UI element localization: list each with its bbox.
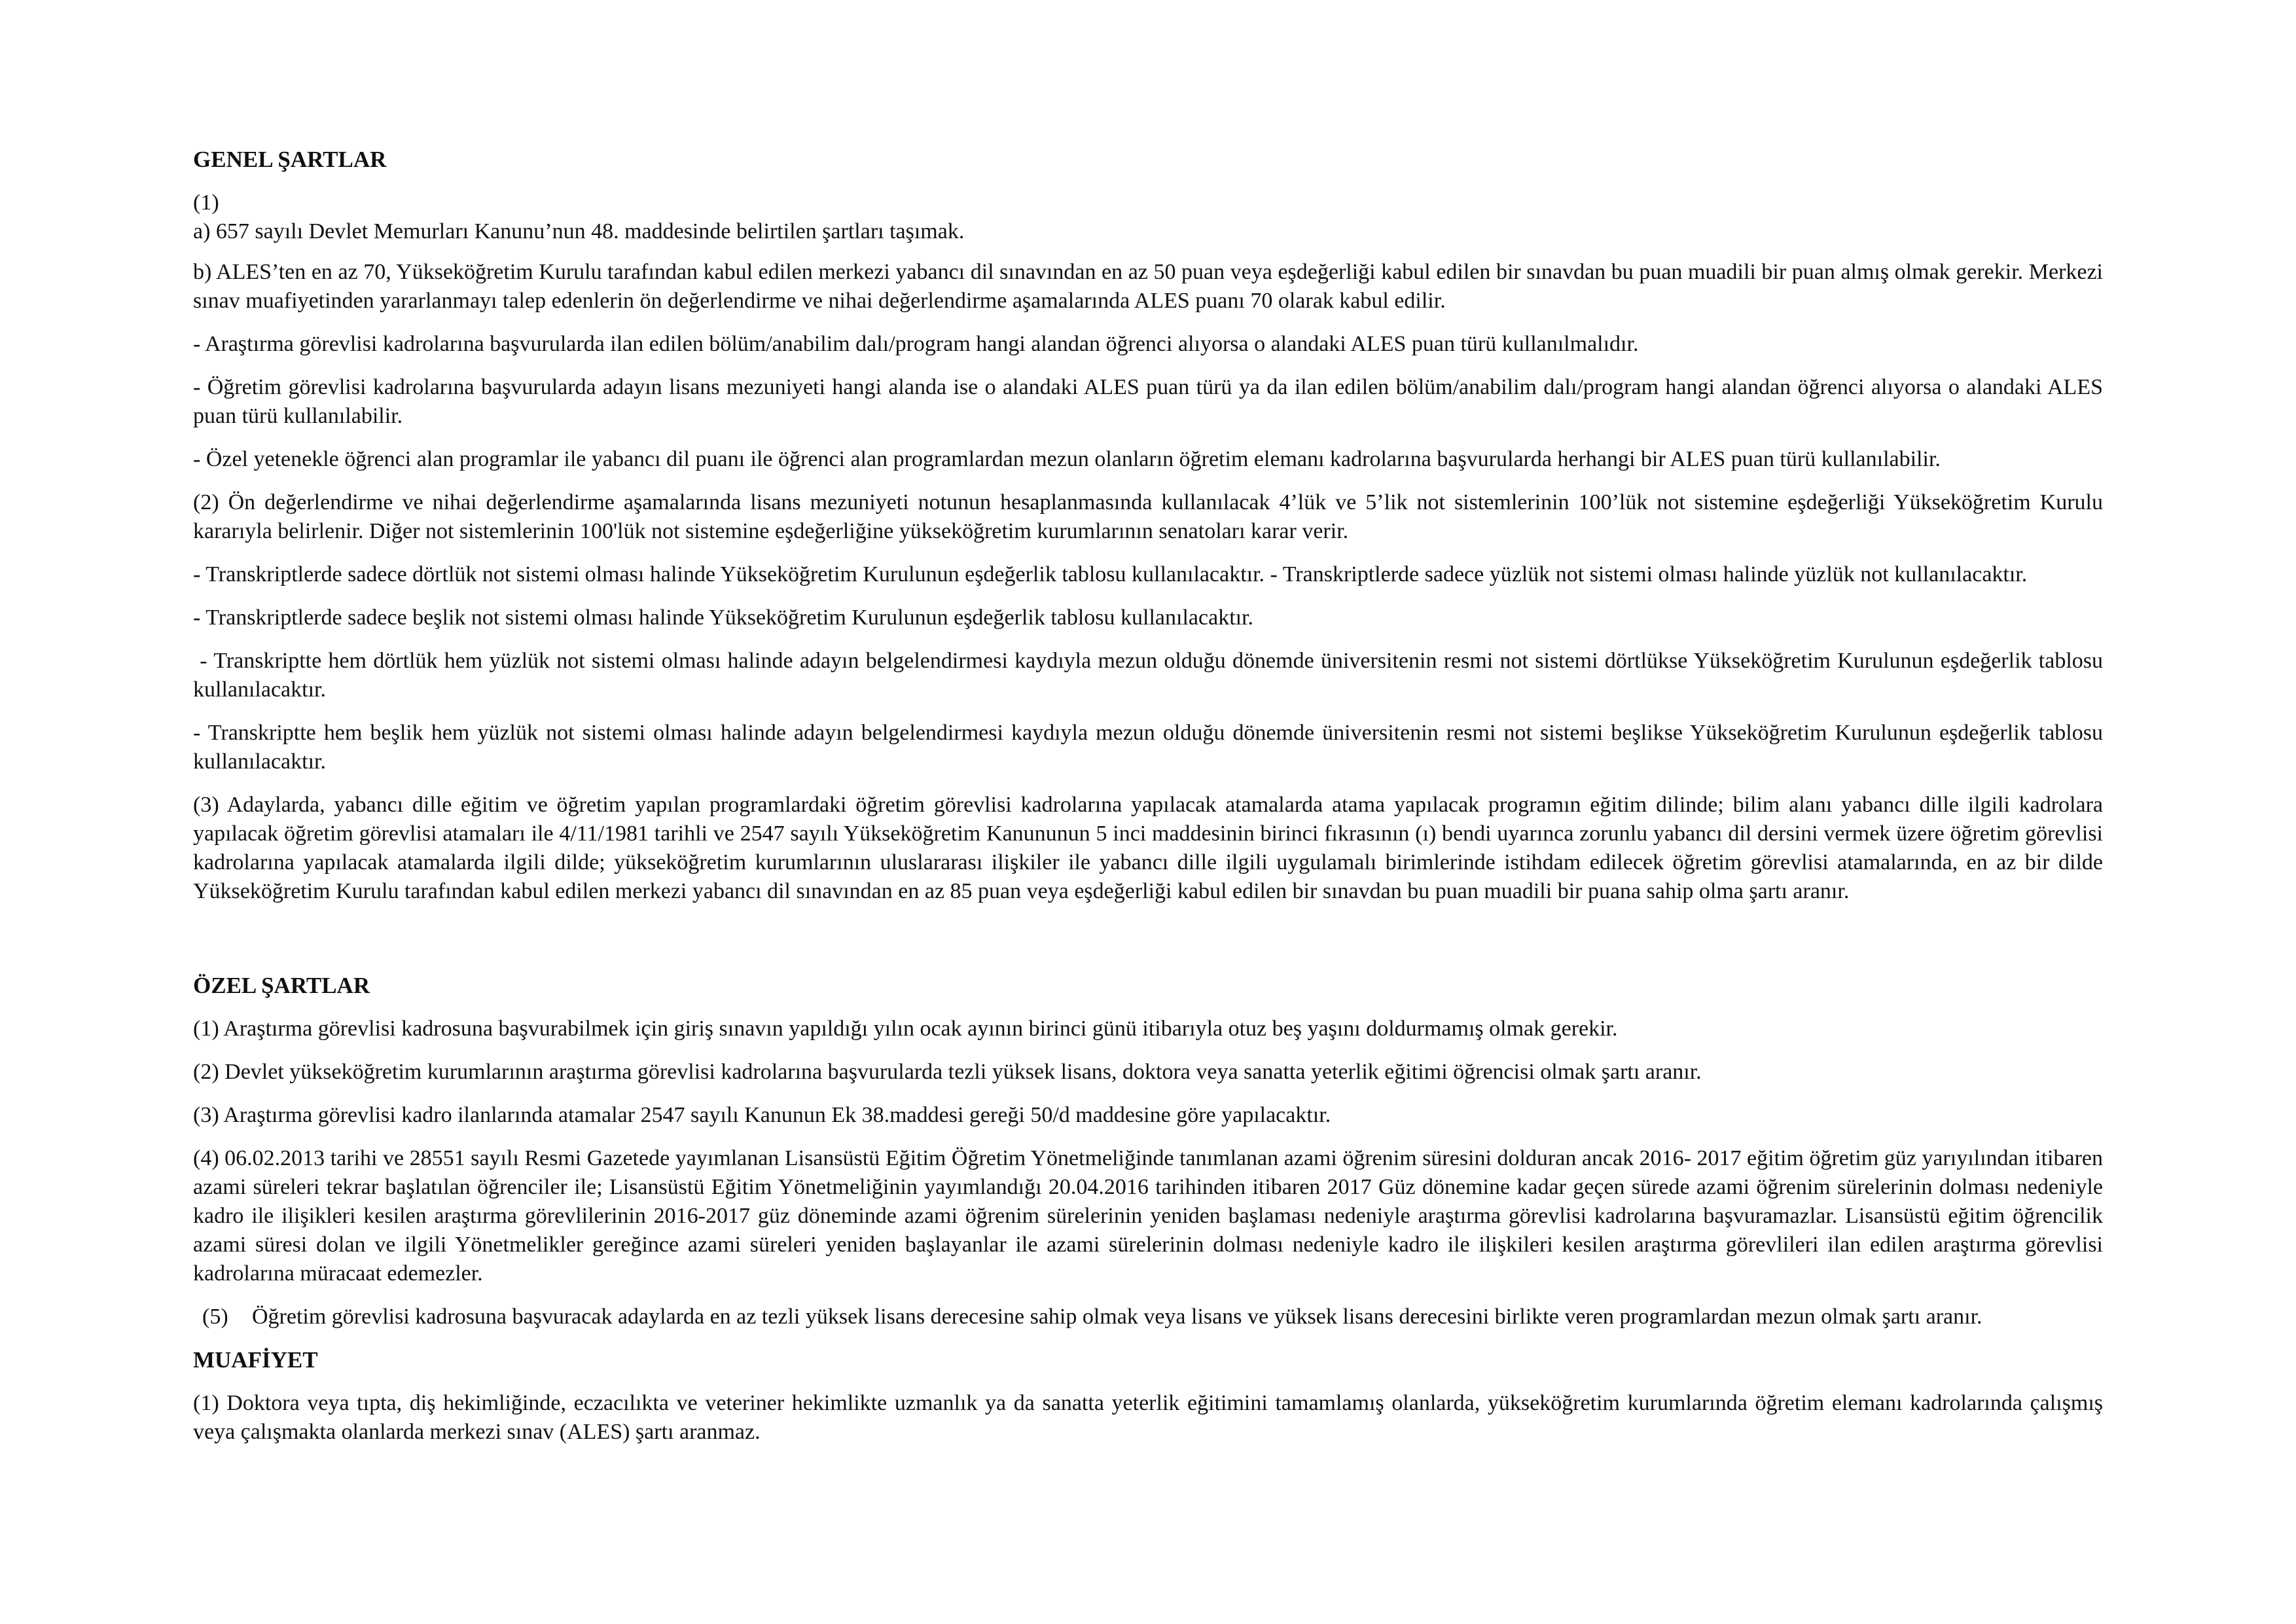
document-page xyxy=(193,145,2109,1461)
genel-item-1-number: (1) xyxy=(193,190,219,215)
genel-bullet-ales-ogretim: - Öğretim görevlisi kadrolarına başvurularda adayın lisans mezuniyeti hangi alanda ise o alandaki ALES puan türü ya da ilan edilen bölüm/anabilim dalı/program hangi alandan öğrenci alıyorsa o alandaki ALES puan türü kullanılabilir. xyxy=(193,375,2103,428)
genel-item-1-a: a) 657 sayılı Devlet Memurları Kanunu’nun 48. maddesinde belirtilen şartları taşımak. xyxy=(193,219,965,244)
genel-transcript-beslik-ve-yuzluk: - Transkriptte hem beşlik hem yüzlük not sistemi olması halinde adayın belgelendirmesi kaydıyla mezun olduğu dönemde üniversitenin resmi not sistemi beşlikse Yükseköğretim Kurulunun eşdeğerlik tablosu kullanılacaktır. xyxy=(193,721,2103,774)
muafiyet-item-1: (1) Doktora veya tıpta, diş hekimliğinde, eczacılıkta ve veteriner hekimlikte uzmanlık ya da sanatta yeterlik eğitimini tamamlamış olanlarda, yükseköğretim kurumlarında öğretim elemanı kadrolarında çalışmış veya çalışmakta olanlarda merkezi sınav (ALES) şartı aranmaz. xyxy=(193,1391,2103,1444)
muafiyet-heading: MUAFİYET xyxy=(193,1347,318,1373)
ozel-item-3: (3) Araştırma görevlisi kadro ilanlarında atamalar 2547 sayılı Kanunun Ek 38.maddesi gereği 50/d maddesine göre yapılacaktır. xyxy=(193,1103,1331,1127)
ozel-item-1: (1) Araştırma görevlisi kadrosuna başvurabilmek için giriş sınavın yapıldığı yılın ocak ayının birinci günü itibarıyla otuz beş yaşını doldurmamış olmak gerekir. xyxy=(193,1017,1618,1041)
genel-item-3: (3) Adaylarda, yabancı dille eğitim ve öğretim yapılan programlardaki öğretim görevlisi kadrolarına yapılacak atamalarda atama yapılacak programın eğitim dilinde; bilim alanı yabancı dille ilgili kadrolara yapılacak öğretim görevlisi atamaları ile 4/11/1981 tarihli ve 2547 sayılı Yükseköğretim Kanununun 5 inci maddesinin birinci fıkrasının (ı) bendi uyarınca zorunlu yabancı dil dersini vermek üzere öğretim görevlisi kadrolarına yapılacak atamalarda ilgili dilde; yükseköğretim kurumlarının uluslararası ilişkiler ile yabancı dille ilgili uygulamalı birimlerinde istihdam edilecek öğretim görevlisi atamalarında, en az bir dilde Yükseköğretim Kurulu tarafından kabul edilen merkezi yabancı dil sınavından en az 85 puan veya eşdeğerliği kabul edilen bir sınavdan bu puan muadili bir puana sahip olma şartı aranır. xyxy=(193,793,2103,903)
ozel-item-5-number: (5) xyxy=(202,1305,228,1329)
ozel-item-5-text: Öğretim görevlisi kadrosuna başvuracak adaylarda en az tezli yüksek lisans derecesine sahip olmak veya lisans ve yüksek lisans derecesini birlikte veren programlardan mezun olmak şartı aranır. xyxy=(252,1305,1982,1329)
ozel-item-5 xyxy=(193,1303,2103,1331)
ozel-item-2: (2) Devlet yükseköğretim kurumlarının araştırma görevlisi kadrolarına başvurularda tezli yüksek lisans, doktora veya sanatta yeterlik eğitimi öğrencisi olmak şartı aranır. xyxy=(193,1060,1702,1084)
genel-bullet-ales-ozel-yetenek: - Özel yetenekle öğrenci alan programlar ile yabancı dil puanı ile öğrenci alan programlardan mezun olanların öğretim elemanı kadrolarına başvurularda herhangi bir ALES puan türü kullanılabilir. xyxy=(193,447,1941,471)
ozel-sartlar-heading: ÖZEL ŞARTLAR xyxy=(193,973,370,998)
genel-transcript-beslik: - Transkriptlerde sadece beşlik not sistemi olması halinde Yükseköğretim Kurulunun eşdeğerlik tablosu kullanılacaktır. xyxy=(193,605,1254,630)
genel-transcript-dortluk-yuzluk: - Transkriptlerde sadece dörtlük not sistemi olması halinde Yükseköğretim Kurulunun eşdeğerlik tablosu kullanılacaktır. - Transkriptlerde sadece yüzlük not sistemi olması halinde yüzlük not kullanılacaktır. xyxy=(193,562,2028,586)
genel-item-1-b: b) ALES’ten en az 70, Yükseköğretim Kurulu tarafından kabul edilen merkezi yabancı dil sınavından en az 50 puan veya eşdeğerliği kabul edilen bir sınavdan bu puan muadili bir puan almış olmak gerekir. Merkezi sınav muafiyetinden yararlanmayı talep edenlerin ön değerlendirme ve nihai değerlendirme aşamalarında ALES puanı 70 olarak kabul edilir. xyxy=(193,260,2103,313)
section-spacer xyxy=(193,920,2103,971)
ozel-item-4: (4) 06.02.2013 tarihi ve 28551 sayılı Resmi Gazetede yayımlanan Lisansüstü Eğitim Öğretim Yönetmeliğinde tanımlanan azami öğrenim süresini dolduran ancak 2016- 2017 eğitim öğretim güz yarıyılından itibaren azami süreleri tekrar başlatılan öğrenciler ile; Lisansüstü Eğitim Yönetmeliğinin yayımlandığı 20.04.2016 tarihinden itibaren 2017 Güz dönemine kadar geçen sürede azami öğrenim sürelerinin dolması nedeniyle kadro ile ilişikleri kesilen araştırma görevlilerinin 2016-2017 güz döneminde azami öğrenim sürelerinin yeniden başlaması nedeniyle araştırma görevlisi kadrolarına başvuramazlar. Lisansüstü eğitim öğrencilik azami süresi dolan ve ilgili Yönetmelikler gereğince azami süreleri yeniden başlayanlar ile azami sürelerinin dolması nedeniyle kadro ile ilişkileri kesilen araştırma görevlileri ilan edilen araştırma görevlisi kadrolarına müracaat edemezler. xyxy=(193,1146,2103,1286)
genel-item-2: (2) Ön değerlendirme ve nihai değerlendirme aşamalarında lisans mezuniyeti notunun hesaplanmasında kullanılacak 4’lük ve 5’lik not sistemlerinin 100’lük not sistemine eşdeğerliği Yükseköğretim Kurulu kararıyla belirlenir. Diğer not sistemlerinin 100'lük not sistemine eşdeğerliğine yükseköğretim kurumlarının senatoları karar verir. xyxy=(193,490,2103,543)
genel-transcript-dortluk-ve-yuzluk: - Transkriptte hem dörtlük hem yüzlük not sistemi olması halinde adayın belgelendirmesi kaydıyla mezun olduğu dönemde üniversitenin resmi not sistemi dörtlükse Yükseköğretim Kurulunun eşdeğerlik tablosu kullanılacaktır. xyxy=(193,649,2109,702)
genel-item-1 xyxy=(193,189,2103,246)
genel-sartlar-heading: GENEL ŞARTLAR xyxy=(193,147,387,172)
genel-bullet-ales-arastirma: - Araştırma görevlisi kadrolarına başvurularda ilan edilen bölüm/anabilim dalı/program hangi alandan öğrenci alıyorsa o alandaki ALES puan türü kullanılmalıdır. xyxy=(193,332,1639,356)
